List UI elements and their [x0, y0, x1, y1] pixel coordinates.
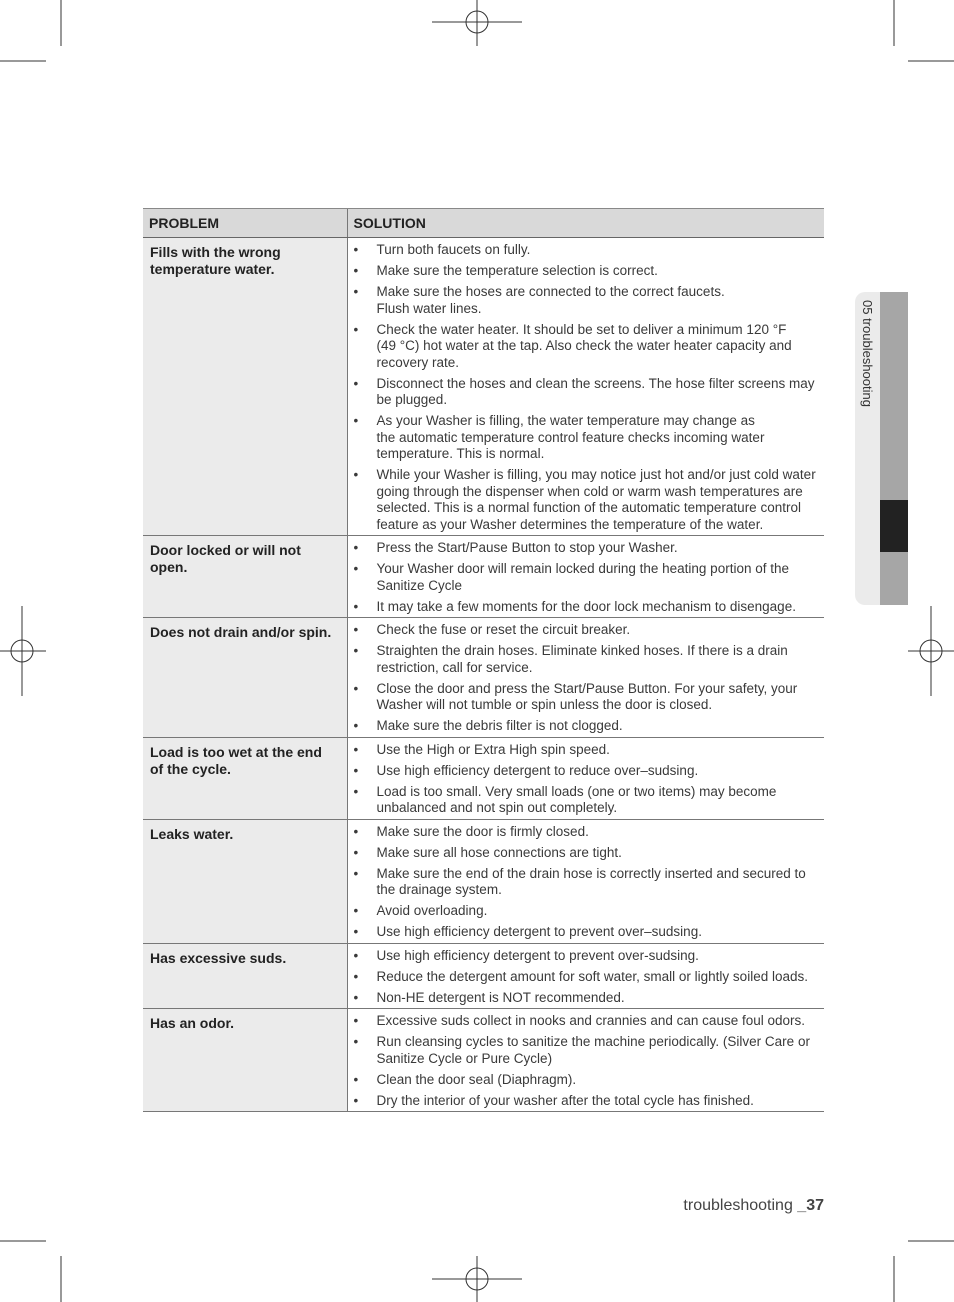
solution-text: Use high efficiency detergent to prevent over-sudsing. — [376, 947, 699, 963]
solution-cell — [347, 238, 824, 536]
solution-text: Dry the interior of your washer after the total cycle has finished. — [376, 1092, 754, 1108]
solution-item — [348, 763, 821, 780]
bullet-icon: • — [353, 783, 359, 799]
bullet-icon: • — [353, 643, 359, 658]
solution-item — [348, 622, 821, 639]
troubleshooting-table — [143, 208, 824, 1112]
bullet-icon: • — [353, 1013, 359, 1028]
bullet-icon: • — [353, 823, 359, 839]
table-row — [143, 238, 824, 536]
problem-cell: Has an odor. — [143, 1009, 347, 1112]
solution-text: Clean the door seal (Diaphragm). — [376, 1071, 577, 1087]
table-body — [143, 238, 824, 1112]
solution-item — [348, 784, 821, 817]
bullet-icon: • — [353, 284, 359, 299]
solution-text: It may take a few moments for the door lock mechanism to disengage. — [376, 598, 796, 614]
solution-item — [348, 1093, 821, 1110]
solution-list — [348, 622, 821, 735]
solution-text: Check the fuse or reset the circuit breaker. — [376, 622, 631, 637]
bullet-icon: • — [353, 741, 359, 757]
table-row — [143, 737, 824, 819]
solution-text: Make sure the door is firmly closed. — [376, 823, 589, 839]
section-tab-strip — [880, 292, 908, 605]
solution-text: Check the water heater. It should be set to deliver a minimum 120 °F (49 °C) hot water at the tap. Also check the water heater capacity and recovery rate. — [376, 321, 792, 370]
table-row — [143, 943, 824, 1009]
problem-cell: Has excessive suds. — [143, 943, 347, 1009]
solution-item — [348, 599, 821, 616]
footer-section: troubleshooting — [683, 1197, 793, 1214]
solution-cell — [347, 737, 824, 819]
bullet-icon: • — [353, 844, 359, 860]
solution-item — [348, 263, 821, 280]
page-number: _37 — [797, 1197, 824, 1214]
problem-cell: Fills with the wrong temperature water. — [143, 238, 347, 536]
solution-cell — [347, 536, 824, 618]
solution-text: Excessive suds collect in nooks and crannies and can cause foul odors. — [376, 1013, 805, 1028]
solution-item — [348, 718, 821, 735]
solution-text: Reduce the detergent amount for soft water, small or lightly soiled loads. — [376, 968, 808, 984]
problem-cell: Door locked or will not open. — [143, 536, 347, 618]
solution-text: Non-HE detergent is NOT recommended. — [376, 989, 625, 1005]
bullet-icon: • — [353, 622, 359, 637]
solution-list — [348, 540, 821, 615]
solution-item — [348, 540, 821, 557]
solution-item — [348, 824, 821, 841]
solution-item — [348, 1034, 821, 1067]
solution-cell — [347, 819, 824, 943]
solution-item — [348, 845, 821, 862]
solution-text: Use high efficiency detergent to prevent over–sudsing. — [376, 924, 702, 939]
bullet-icon: • — [353, 467, 359, 482]
solution-text: While your Washer is filling, you may notice just hot and/or just cold water going through the dispenser when cold or warm wash temperatures are selected. This is a normal function of the automatic temperature control feature as your Washer determines the temperature of the water. — [376, 467, 816, 532]
page-footer — [683, 1197, 824, 1215]
bullet-icon: • — [353, 242, 359, 257]
table-row — [143, 819, 824, 943]
bullet-icon: • — [353, 762, 359, 778]
solution-list — [348, 742, 821, 817]
solution-item — [348, 948, 821, 965]
bullet-icon: • — [353, 375, 359, 391]
bullet-icon: • — [353, 947, 359, 963]
solution-text: Make sure the debris filter is not clogged. — [376, 718, 623, 733]
solution-item — [348, 742, 821, 759]
bullet-icon: • — [353, 865, 359, 881]
header-solution: SOLUTION — [347, 209, 824, 238]
solution-text: Load is too small. Very small loads (one or two items) may become unbalanced and not spin out completely. — [376, 783, 777, 815]
solution-item — [348, 467, 821, 533]
solution-text: Make sure the hoses are connected to the correct faucets. Flush water lines. — [376, 284, 725, 316]
solution-list — [348, 824, 821, 941]
solution-item — [348, 322, 821, 372]
solution-item — [348, 1013, 821, 1030]
solution-text: Turn both faucets on fully. — [376, 242, 531, 257]
solution-text: Close the door and press the Start/Pause Button. For your safety, your Washer will not tumble or spin unless the door is closed. — [376, 680, 798, 712]
solution-item — [348, 681, 821, 714]
solution-text: Make sure all hose connections are tight. — [376, 844, 622, 860]
solution-text: Make sure the end of the drain hose is correctly inserted and secured to the drainage system. — [376, 865, 806, 897]
solution-item — [348, 866, 821, 899]
table-row — [143, 536, 824, 618]
bullet-icon: • — [353, 924, 359, 939]
table-row — [143, 618, 824, 738]
solution-list — [348, 948, 821, 1007]
bullet-icon: • — [353, 1034, 359, 1049]
bullet-icon: • — [353, 321, 359, 337]
bullet-icon: • — [353, 598, 359, 614]
solution-text: Make sure the temperature selection is correct. — [376, 263, 658, 278]
solution-item — [348, 990, 821, 1007]
solution-text: As your Washer is filling, the water temperature may change as the automatic temperature control feature checks incoming water temperature. This is normal. — [376, 413, 765, 461]
bullet-icon: • — [353, 680, 359, 696]
solution-text: Use the High or Extra High spin speed. — [376, 741, 610, 757]
solution-item — [348, 1072, 821, 1089]
bullet-icon: • — [353, 989, 359, 1005]
solution-item — [348, 376, 821, 409]
section-tab-label: 05 troubleshooting — [860, 300, 875, 407]
table-header-row — [143, 209, 824, 238]
table-row — [143, 1009, 824, 1112]
solution-text: Avoid overloading. — [376, 903, 488, 918]
solution-item — [348, 242, 821, 259]
problem-cell: Load is too wet at the end of the cycle. — [143, 737, 347, 819]
problem-cell: Does not drain and/or spin. — [143, 618, 347, 738]
solution-text: Press the Start/Pause Button to stop your Washer. — [376, 540, 678, 555]
solution-item — [348, 284, 821, 317]
bullet-icon: • — [353, 1092, 359, 1108]
solution-text: Run cleansing cycles to sanitize the machine periodically. (Silver Care or Sanitize Cycle or Pure Cycle) — [376, 1034, 810, 1066]
problem-cell: Leaks water. — [143, 819, 347, 943]
bullet-icon: • — [353, 263, 359, 278]
bullet-icon: • — [353, 718, 359, 733]
solution-text: Straighten the drain hoses. Eliminate kinked hoses. If there is a drain restriction, call for service. — [376, 643, 788, 675]
bullet-icon: • — [353, 561, 359, 576]
solution-cell — [347, 618, 824, 738]
solution-item — [348, 413, 821, 463]
solution-cell — [347, 1009, 824, 1112]
solution-item — [348, 969, 821, 986]
bullet-icon: • — [353, 540, 359, 555]
bullet-icon: • — [353, 413, 359, 428]
solution-text: Your Washer door will remain locked during the heating portion of the Sanitize Cycle — [376, 561, 789, 593]
solution-item — [348, 924, 821, 941]
solution-cell — [347, 943, 824, 1009]
solution-item — [348, 561, 821, 594]
section-tab-marker — [880, 500, 908, 552]
bullet-icon: • — [353, 1071, 359, 1087]
solution-text: Use high efficiency detergent to reduce over–sudsing. — [376, 762, 699, 778]
solution-item — [348, 643, 821, 676]
solution-text: Disconnect the hoses and clean the screens. The hose filter screens may be plugged. — [376, 375, 815, 407]
bullet-icon: • — [353, 903, 359, 918]
bullet-icon: • — [353, 968, 359, 984]
header-problem: PROBLEM — [143, 209, 347, 238]
solution-item — [348, 903, 821, 920]
solution-list — [348, 242, 821, 533]
solution-list — [348, 1013, 821, 1109]
